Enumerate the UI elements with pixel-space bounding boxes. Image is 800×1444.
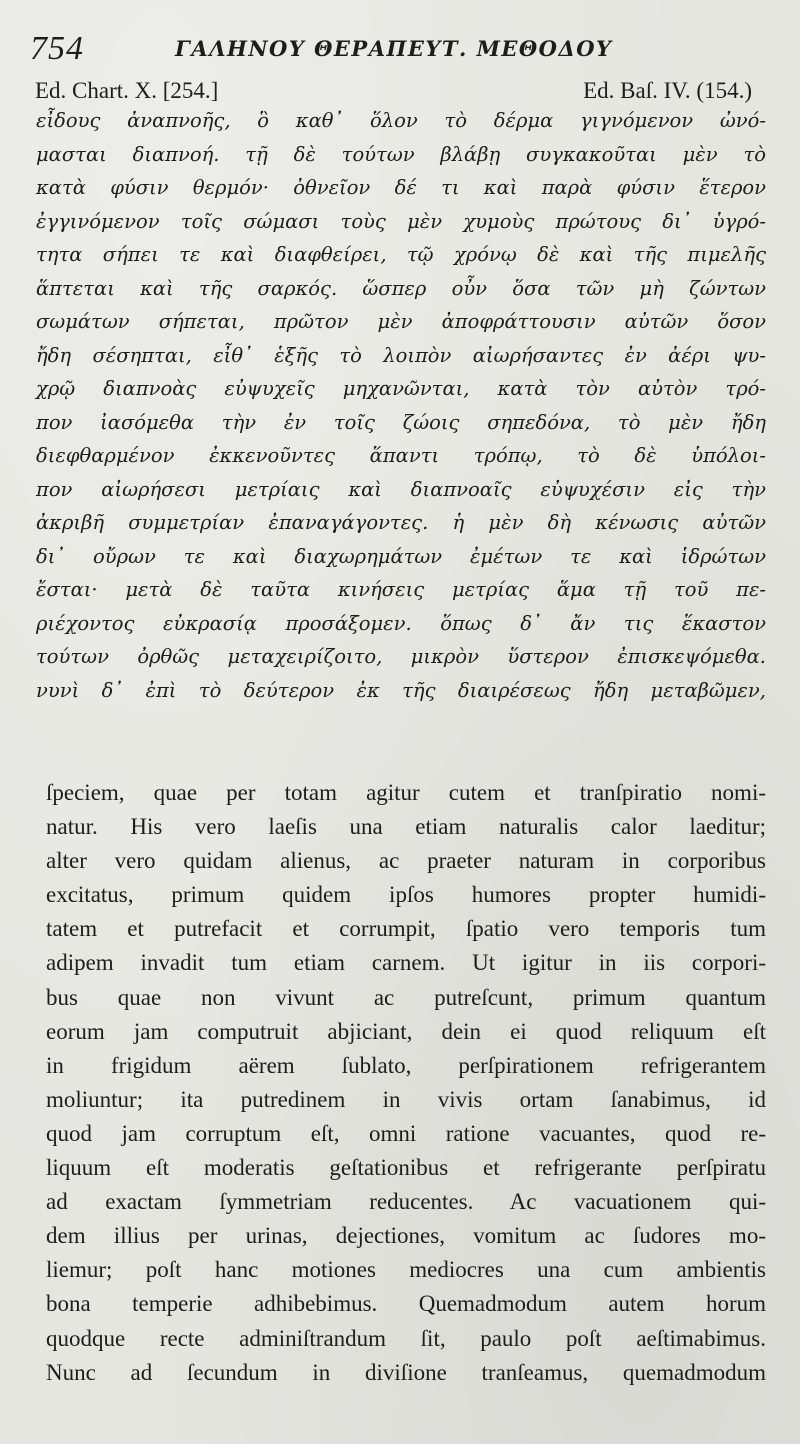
greek-line: εἶδους ἀναπνοῆς, ὃ καθ᾽ ὅλον τὸ δέρμα γιγνόμενον ὠνό- [36,109,766,132]
greek-line: ἤδη σέσηπται, εἶθ᾽ ἑξῆς τὸ λοιπὸν αἰωρήσαντες ἐν ἀέρι ψυ- [36,343,766,367]
edition-reference-right: Ed. Baſ. IV. (154.) [583,78,752,103]
latin-line: moliuntur; ita putredinem in vivis ortam ſanabimus, id [46,1086,766,1112]
page-number: 754 [30,30,84,67]
greek-line: νυνὶ δ᾽ ἐπὶ τὸ δεύτερον ἐκ τῆς διαιρέσεως ἤδη μεταβῶμεν, [36,678,766,702]
latin-line: liquum eſt moderatis geſtationibus et refrigerante perſpiratu [46,1155,766,1181]
greek-line: χρῷ διαπνοὰς εὐψυχεῖς μηχανῶνται, κατὰ τὸν αὐτὸν τρό- [36,377,766,400]
latin-line: in frigidum aërem ſublato, perſpirationem refrigerantem [46,1052,766,1078]
greek-line: κατὰ φύσιν θερμόν· ὀθνεῖον δέ τι καὶ παρὰ φύσιν ἕτερον [36,176,766,199]
greek-line: πον ἰασόμεθα τὴν ἐν τοῖς ζώοις σηπεδόνα, τὸ μὲν ἤδη [36,410,766,434]
greek-line: ριέχοντος εὐκρασίᾳ προσάξομεν. ὅπως δ᾽ ἄν τις ἕκαστον [36,611,766,635]
greek-line: τητα σήπει τε καὶ διαφθείρει, τῷ χρόνῳ δὲ καὶ τῆς πιμελῆς [36,243,766,266]
latin-line: quod jam corruptum eſt, omni ratione vacuantes, quod re- [46,1120,766,1146]
latin-line: ad exactam ſymmetriam reducentes. Ac vacuationem qui- [46,1189,766,1215]
latin-line: eorum jam computruit abjiciant, dein ei quod reliquum eſt [46,1018,766,1044]
greek-line: σωμάτων σήπεται, πρῶτον μὲν ἀποφράττουσιν αὐτῶν ὅσον [36,310,766,333]
greek-line: ἐγγινόμενον τοῖς σώμασι τοὺς μὲν χυμοὺς πρώτους δι᾽ ὑγρό- [36,209,766,233]
greek-line: ἀκριβῆ συμμετρίαν ἐπαναγάγοντες. ἡ μὲν δὴ κένωσις αὐτῶν [36,511,766,534]
latin-text-block [46,776,766,1390]
latin-line: bona temperie adhibebimus. Quemadmodum autem horum [46,1291,766,1317]
greek-line: τούτων ὀρθῶς μεταχειρίζοιτο, μικρὸν ὕστερον ἐπισκεψόμεθα. [36,645,766,668]
greek-line: ἔσται· μετὰ δὲ ταῦτα κινήσεις μετρίας ἅμα τῇ τοῦ πε- [36,578,766,601]
greek-text-block [36,104,766,707]
latin-line: liemur; poſt hanc motiones mediocres una cum ambientis [46,1257,766,1283]
latin-line: dem illius per urinas, dejectiones, vomitum ac ſudores mo- [46,1223,766,1249]
edition-reference-left: Ed. Chart. X. [254.] [35,78,219,103]
latin-line: Nunc ad ſecundum in diviſione tranſeamus, quemadmodum [46,1359,766,1385]
latin-line: alter vero quidam alienus, ac praeter naturam in corporibus [46,848,766,874]
latin-line: natur. His vero laeſis una etiam naturalis calor laeditur; [46,814,766,840]
greek-line: ἅπτεται καὶ τῆς σαρκός. ὥσπερ οὖν ὅσα τῶν μὴ ζώντων [36,276,766,300]
greek-line: μασται διαπνοή. τῇ δὲ τούτων βλάβῃ συγκακοῦται μὲν τὸ [36,142,766,166]
latin-line: adipem invadit tum etiam carnem. Ut igitur in iis corpori- [46,950,766,976]
latin-line: bus quae non vivunt ac putreſcunt, primum quantum [46,984,766,1010]
latin-line: quodque recte adminiſtrandum ſit, paulo poſt aeſtimabimus. [46,1325,766,1351]
greek-line: διεφθαρμένον ἐκκενοῦντες ἅπαντι τρόπῳ, τὸ δὲ ὑπόλοι- [36,444,766,467]
greek-line: πον αἰωρήσεσι μετρίαις καὶ διαπνοαῖς εὐψυχέσιν εἰς τὴν [36,477,766,501]
latin-line: excitatus, primum quidem ipſos humores propter humidi- [46,882,766,908]
latin-line: ſpeciem, quae per totam agitur cutem et tranſpiratio nomi- [46,780,766,805]
latin-line: tatem et putrefacit et corrumpit, ſpatio vero temporis tum [46,916,766,942]
greek-line: δι᾽ οὔρων τε καὶ διαχωρημάτων ἐμέτων τε καὶ ἱδρώτων [36,544,766,568]
running-head: ΓΑΛΗΝΟΥ ΘΕΡΑΠΕΥΤ. ΜΕΘΟΔΟΥ [175,36,613,61]
